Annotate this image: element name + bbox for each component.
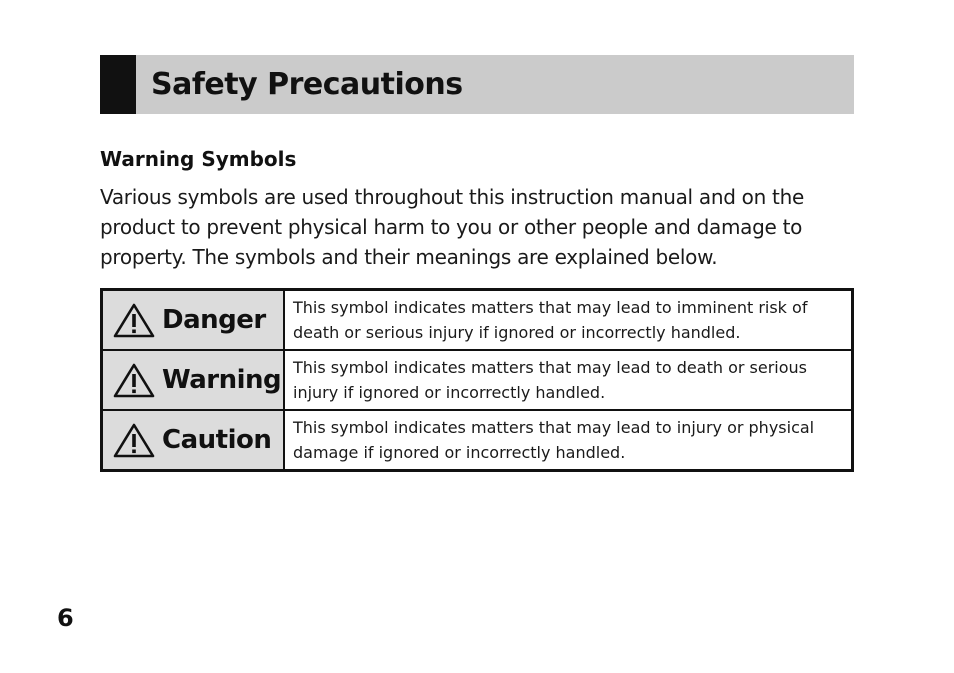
symbol-label-cell bbox=[102, 410, 285, 471]
warning-triangle-icon bbox=[113, 422, 155, 458]
page-number: 6 bbox=[57, 604, 74, 632]
warning-symbols-table bbox=[100, 288, 854, 472]
title-marker-block bbox=[100, 55, 136, 114]
symbol-row-danger bbox=[102, 290, 853, 351]
symbol-row-warning bbox=[102, 350, 853, 410]
symbol-description: This symbol indicates matters that may lead to injury or physical damage if ignored or incorrectly handled. bbox=[284, 410, 853, 471]
symbol-label-cell bbox=[102, 350, 285, 410]
section-title-bar bbox=[100, 55, 854, 114]
section-heading: Warning Symbols bbox=[100, 147, 297, 171]
warning-triangle-icon bbox=[113, 302, 155, 338]
symbol-label: Caution bbox=[162, 425, 272, 455]
symbol-description: This symbol indicates matters that may lead to imminent risk of death or serious injury if ignored or incorrectly handled. bbox=[284, 290, 853, 351]
symbol-label: Warning bbox=[162, 365, 282, 395]
page-title: Safety Precautions bbox=[151, 67, 463, 102]
symbol-description: This symbol indicates matters that may lead to death or serious injury if ignored or incorrectly handled. bbox=[284, 350, 853, 410]
symbol-label: Danger bbox=[162, 305, 266, 335]
symbol-label-cell bbox=[102, 290, 285, 351]
warning-triangle-icon bbox=[113, 362, 155, 398]
intro-paragraph: Various symbols are used throughout this instruction manual and on the product to prevent physical harm to you or other people and damage to property. The symbols and their meanings are explained below. bbox=[100, 185, 804, 269]
symbol-row-caution bbox=[102, 410, 853, 471]
